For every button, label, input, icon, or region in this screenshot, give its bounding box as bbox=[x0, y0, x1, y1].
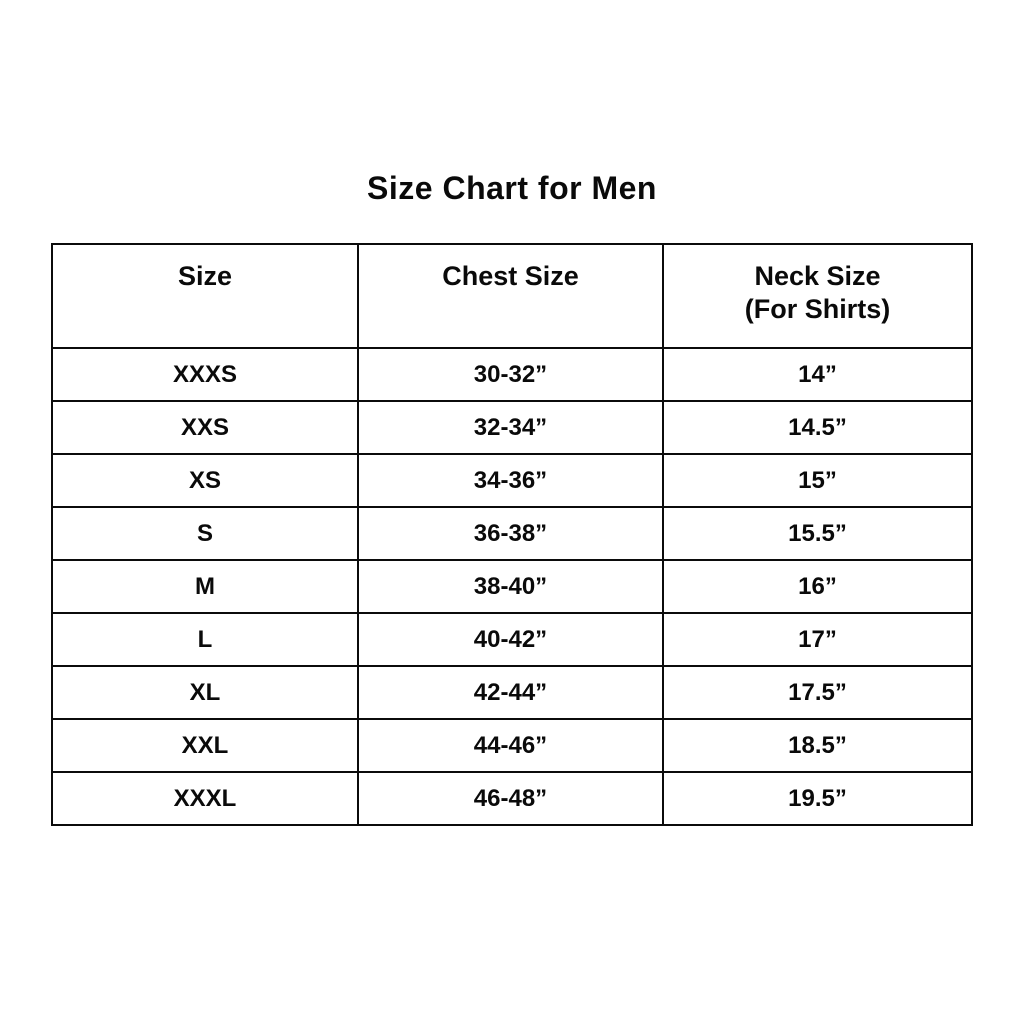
column-header-neck-size-label-line2: (For Shirts) bbox=[744, 294, 891, 324]
neck-size-cell: 17.5” bbox=[663, 666, 972, 719]
size-chart-table bbox=[51, 243, 973, 826]
table-row bbox=[52, 401, 972, 454]
neck-size-cell: 15.5” bbox=[663, 507, 972, 560]
column-header-size bbox=[52, 244, 358, 348]
size-cell: XXS bbox=[52, 401, 358, 454]
chest-size-cell: 42-44” bbox=[358, 666, 663, 719]
neck-size-cell: 19.5” bbox=[663, 772, 972, 825]
chest-size-cell: 36-38” bbox=[358, 507, 663, 560]
table-row bbox=[52, 666, 972, 719]
column-header-chest-size-label: Chest Size bbox=[442, 261, 579, 291]
table-row bbox=[52, 772, 972, 825]
chest-size-cell: 32-34” bbox=[358, 401, 663, 454]
size-cell: XS bbox=[52, 454, 358, 507]
table-row bbox=[52, 560, 972, 613]
neck-size-cell: 14” bbox=[663, 348, 972, 401]
size-cell: XXL bbox=[52, 719, 358, 772]
chest-size-cell: 30-32” bbox=[358, 348, 663, 401]
size-cell: XXXL bbox=[52, 772, 358, 825]
table-row bbox=[52, 348, 972, 401]
size-cell: S bbox=[52, 507, 358, 560]
neck-size-cell: 14.5” bbox=[663, 401, 972, 454]
chest-size-cell: 40-42” bbox=[358, 613, 663, 666]
size-cell: XL bbox=[52, 666, 358, 719]
chest-size-cell: 44-46” bbox=[358, 719, 663, 772]
neck-size-cell: 17” bbox=[663, 613, 972, 666]
column-header-chest-size bbox=[358, 244, 663, 348]
size-cell: XXXS bbox=[52, 348, 358, 401]
page-title: Size Chart for Men bbox=[367, 170, 657, 206]
chest-size-cell: 38-40” bbox=[358, 560, 663, 613]
chest-size-cell: 46-48” bbox=[358, 772, 663, 825]
table-row bbox=[52, 719, 972, 772]
column-header-neck-size-label-line1: Neck Size bbox=[754, 261, 881, 291]
table-row bbox=[52, 507, 972, 560]
chest-size-cell: 34-36” bbox=[358, 454, 663, 507]
neck-size-cell: 16” bbox=[663, 560, 972, 613]
size-cell: M bbox=[52, 560, 358, 613]
neck-size-cell: 18.5” bbox=[663, 719, 972, 772]
table-row bbox=[52, 613, 972, 666]
table-row bbox=[52, 454, 972, 507]
table-header-row bbox=[52, 244, 972, 348]
size-cell: L bbox=[52, 613, 358, 666]
neck-size-cell: 15” bbox=[663, 454, 972, 507]
column-header-size-label: Size bbox=[177, 261, 233, 291]
column-header-neck-size bbox=[663, 244, 972, 348]
